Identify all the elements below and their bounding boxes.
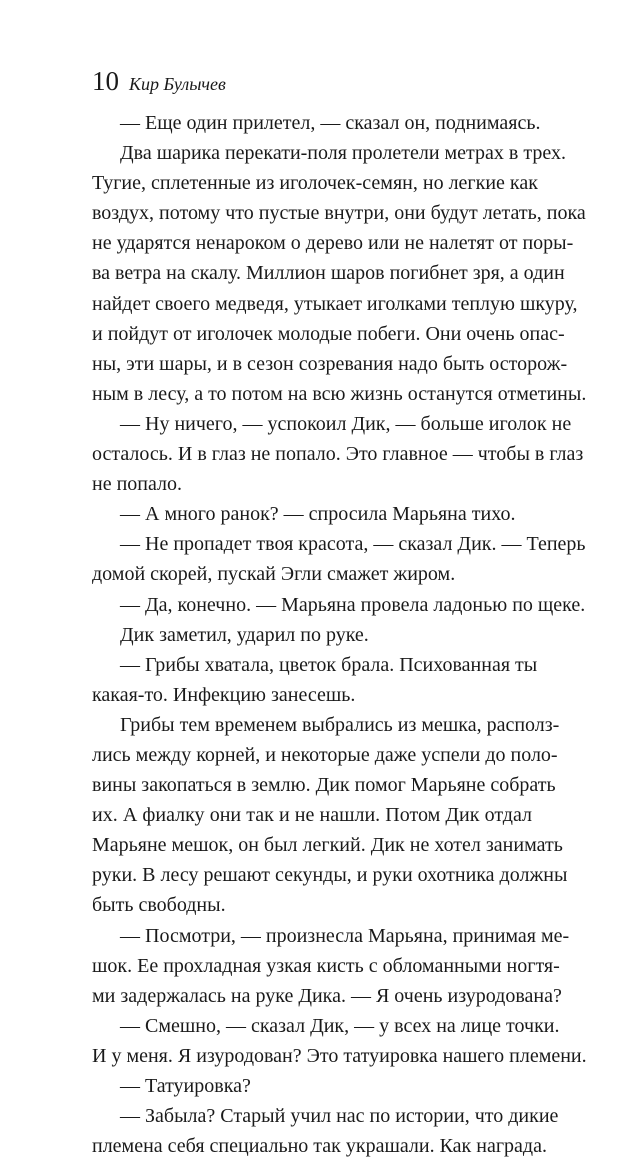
text-line: ны, эти шары, и в сезон созревания надо быть осторож- bbox=[92, 352, 568, 375]
text-line: ва ветра на скалу. Миллион шаров погибнет зря, а один bbox=[92, 262, 565, 285]
text-line: найдет своего медведя, утыкает иголками теплую шкуру, bbox=[92, 292, 578, 315]
text-line: — Посмотри, — произнесла Марьяна, принимая ме- bbox=[120, 924, 570, 947]
text-line: и пойдут от иголочек молодые побеги. Они очень опас- bbox=[92, 322, 565, 345]
text-line: их. А фиалку они так и не нашли. Потом Дик отдал bbox=[92, 804, 532, 827]
text-line: — Забыла? Старый учил нас по истории, что дикие bbox=[120, 1105, 559, 1128]
author-name: Кир Булычев bbox=[129, 74, 226, 94]
text-line: племена себя специально так украшали. Как награда. bbox=[92, 1135, 547, 1158]
text-line: быть свободны. bbox=[92, 894, 226, 917]
text-line: — Татуировка? bbox=[120, 1075, 251, 1097]
running-head bbox=[92, 66, 226, 97]
text-line: — Ну ничего, — успокоил Дик, — больше иголок не bbox=[120, 412, 572, 435]
text-line: — Не пропадет твоя красота, — сказал Дик. — Теперь bbox=[120, 533, 586, 556]
text-line: — А много ранок? — спросила Марьяна тихо. bbox=[120, 503, 516, 526]
text-line: шок. Ее прохладная узкая кисть с обломанными ногтя- bbox=[92, 954, 560, 977]
text-line: домой скорей, пускай Эгли смажет жиром. bbox=[92, 563, 456, 586]
text-line: ным в лесу, а то потом на всю жизнь останутся отметины. bbox=[92, 382, 587, 405]
text-line: лись между корней, и некоторые даже успели до поло- bbox=[92, 743, 558, 766]
text-line: — Смешно, — сказал Дик, — у всех на лице точки. bbox=[120, 1014, 560, 1037]
text-line: не попало. bbox=[92, 473, 183, 496]
text-line: какая-то. Инфекцию занесешь. bbox=[92, 683, 356, 706]
text-line: — Еще один прилетел, — сказал он, поднимаясь. bbox=[120, 112, 541, 134]
text-line: вины закопаться в землю. Дик помог Марьяне собрать bbox=[92, 774, 556, 797]
text-line: Тугие, сплетенные из иголочек-семян, но легкие как bbox=[92, 172, 538, 195]
text-line: — Грибы хватала, цветок брала. Психованная ты bbox=[120, 653, 538, 676]
text-line: Дик заметил, ударил по руке. bbox=[120, 623, 369, 646]
text-line: воздух, потому что пустые внутри, они будут летать, пока bbox=[92, 202, 586, 225]
text-line: осталось. И в глаз не попало. Это главное — чтобы в глаз bbox=[92, 443, 584, 466]
body-text bbox=[92, 108, 587, 1161]
text-line: — Да, конечно. — Марьяна провела ладонью по щеке. bbox=[120, 593, 586, 616]
text-line: ми задержалась на руке Дика. — Я очень изуродована? bbox=[92, 984, 562, 1007]
text-line: Марьяне мешок, он был легкий. Дик не хотел занимать bbox=[92, 834, 563, 857]
text-line: И у меня. Я изуродован? Это татуировка нашего племени. bbox=[92, 1044, 587, 1067]
text-line: Два шарика перекати-поля пролетели метрах в трех. bbox=[120, 142, 566, 165]
page-number: 10 bbox=[92, 66, 119, 96]
text-line: Грибы тем временем выбрались из мешка, располз- bbox=[120, 713, 560, 736]
text-line: руки. В лесу решают секунды, и руки охотника должны bbox=[92, 864, 568, 887]
text-line: не ударятся ненароком о дерево или не налетят от поры- bbox=[92, 232, 574, 255]
